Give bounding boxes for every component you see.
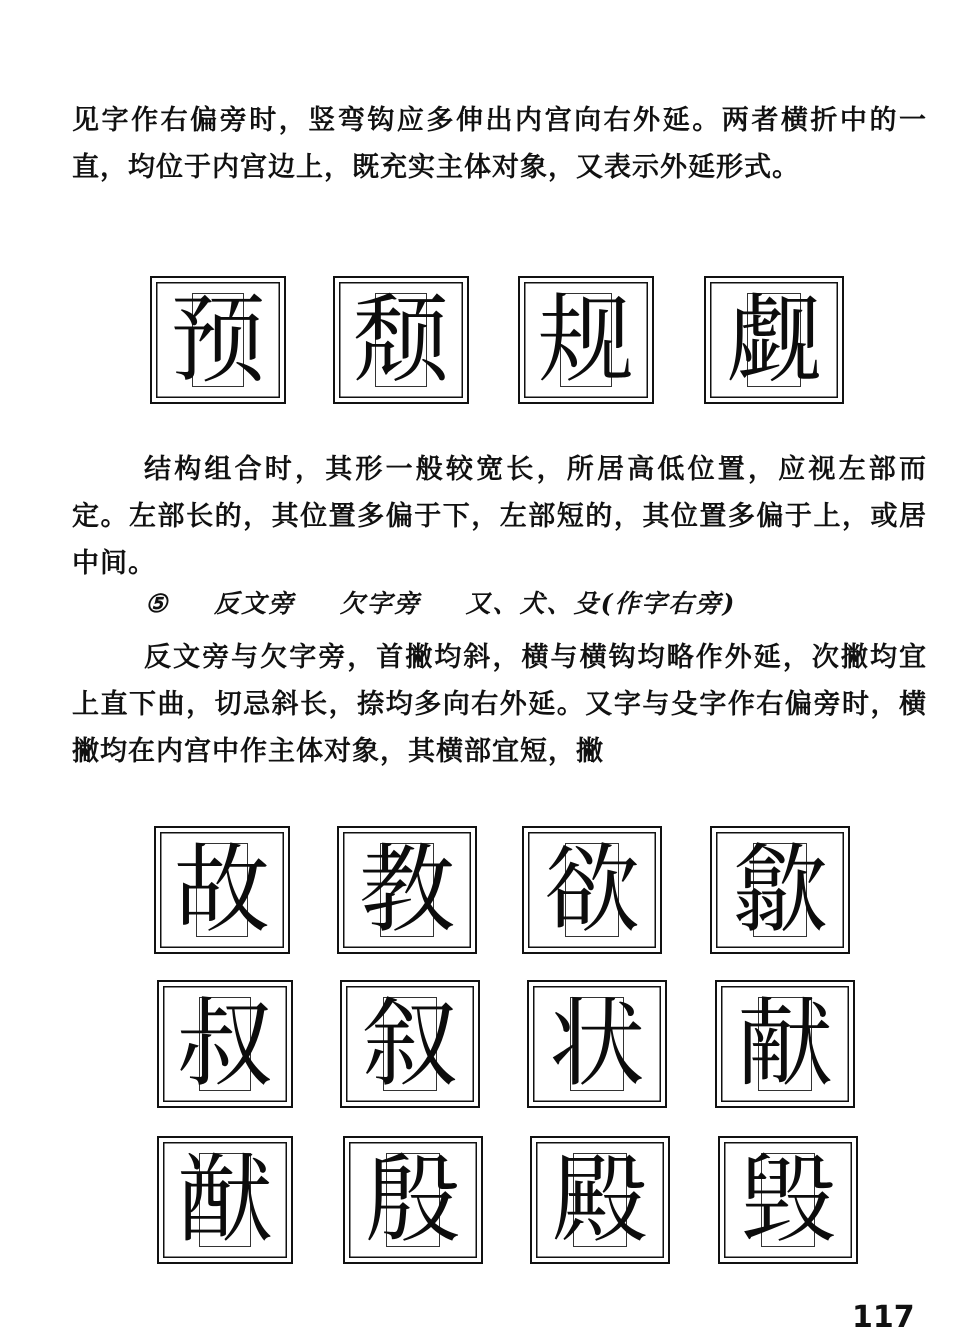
char-glyph: 状 <box>549 988 645 1100</box>
char-box-14 <box>343 1136 483 1264</box>
char-box-13 <box>157 1136 293 1264</box>
char-box-9 <box>157 980 293 1108</box>
paragraph-1: 见字作右偏旁时，竖弯钩应多伸出内宫向右外延。两者横折中的一直，均位于内宫边上，既充实主体对象，又表示外延形式。 <box>72 105 927 183</box>
char-glyph: 颓 <box>353 284 449 396</box>
subheading-part-3: 又、犬、殳(作字右旁) <box>465 589 737 618</box>
char-box-4 <box>704 276 844 404</box>
paragraph-2: 结构组合时，其形一般较宽长，所居高低位置，应视左部而定。左部长的，其位置多偏于下，左部短的，其位置多偏于上，或居中间。 <box>72 454 927 579</box>
section-subheading <box>145 584 770 620</box>
char-box-12 <box>715 980 855 1108</box>
char-glyph: 殿 <box>552 1144 648 1256</box>
char-glyph: 教 <box>359 834 455 946</box>
char-box-7 <box>522 826 662 954</box>
char-glyph: 献 <box>737 988 833 1100</box>
char-glyph: 叙 <box>362 988 458 1100</box>
char-box-8 <box>710 826 850 954</box>
paragraph-3: 反文旁与欠字旁，首撇均斜，横与横钩均略作外延，次撇均宜上直下曲，切忌斜长，捺均多向右外延。又字与殳字作右偏旁时，横撇均在内宫中作主体对象，其横部宜短，撇 <box>72 642 927 767</box>
section-number: ⑤ <box>145 589 170 618</box>
char-box-1 <box>150 276 286 404</box>
char-glyph: 叔 <box>177 988 273 1100</box>
char-glyph: 歙 <box>732 834 828 946</box>
char-glyph: 规 <box>538 284 634 396</box>
char-glyph: 故 <box>174 834 270 946</box>
char-box-15 <box>530 1136 670 1264</box>
char-box-2 <box>333 276 469 404</box>
char-box-3 <box>518 276 654 404</box>
char-box-6 <box>337 826 477 954</box>
char-box-16 <box>718 1136 858 1264</box>
subheading-part-2: 欠字旁 <box>339 589 421 618</box>
char-box-10 <box>340 980 480 1108</box>
page-number: 117 <box>852 1300 915 1335</box>
char-glyph: 觑 <box>726 284 822 396</box>
subheading-part-1: 反文旁 <box>214 589 296 618</box>
char-box-11 <box>527 980 667 1108</box>
char-glyph: 殷 <box>365 1144 461 1256</box>
char-glyph: 预 <box>170 284 266 396</box>
char-glyph: 猷 <box>177 1144 273 1256</box>
char-box-5 <box>154 826 290 954</box>
char-glyph: 欲 <box>544 834 640 946</box>
char-glyph: 毁 <box>740 1144 836 1256</box>
